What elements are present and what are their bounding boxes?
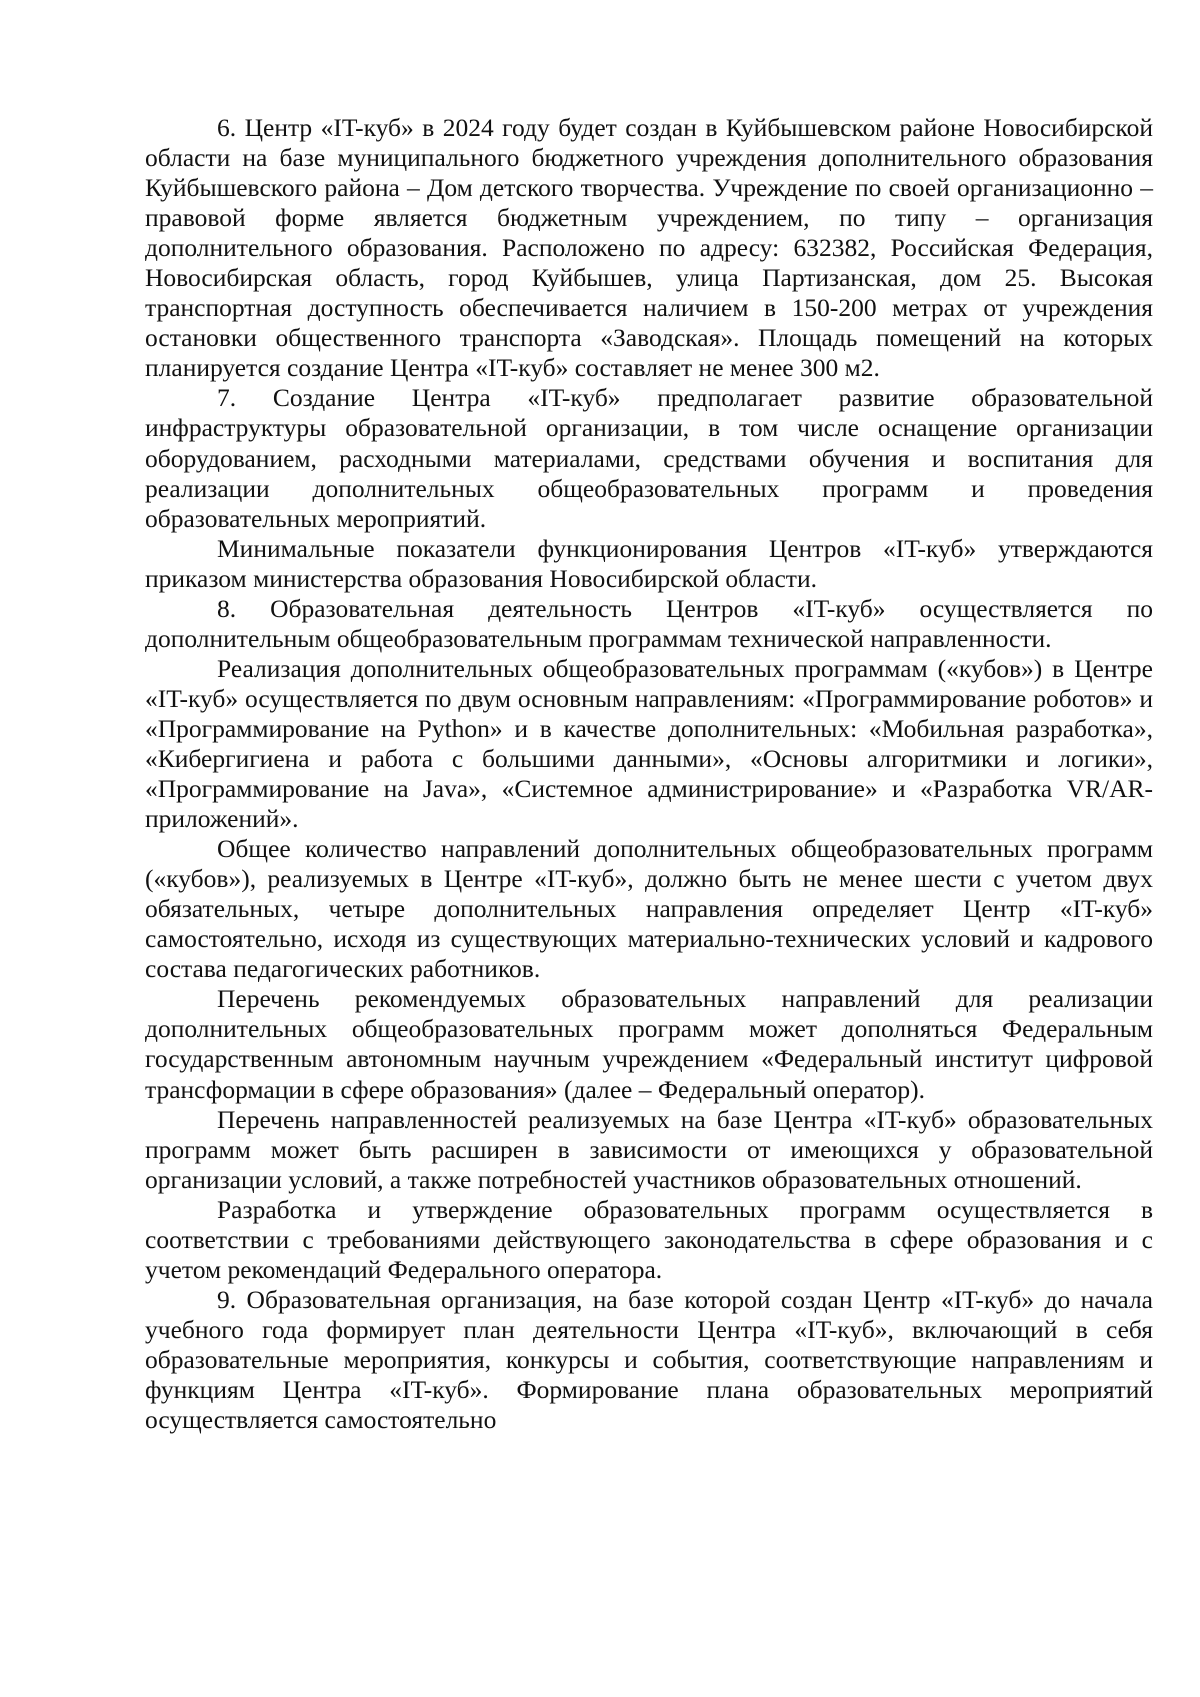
paragraph-7-minimal-indicators: Минимальные показатели функционирования Центров «IT-куб» утверждаются приказом министерства образования Новосибирской области. (145, 533, 1153, 593)
document-page (145, 113, 1153, 1435)
paragraph-8-total-directions: Общее количество направлений дополнительных общеобразовательных программ («кубов»), реализуемых в Центре «IT-куб», должно быть не менее шести с учетом двух обязательных, четыре дополнительных направления определяет Центр «IT-куб» самостоятельно, исходя из существующих материально-технических условий и кадрового состава педагогических работников. (145, 834, 1153, 984)
paragraph-8-program-development: Разработка и утверждение образовательных программ осуществляется в соответствии с требованиями действующего законодательства в сфере образования и с учетом рекомендаций Федерального оператора. (145, 1194, 1153, 1284)
paragraph-9: 9. Образовательная организация, на базе которой создан Центр «IT-куб» до начала учебного года формирует план деятельности Центра «IT-куб», включающий в себя образовательные мероприятия, конкурсы и события, соответствующие направлениям и функциям Центра «IT-куб». Формирование плана образовательных мероприятий осуществляется самостоятельно (145, 1284, 1153, 1435)
paragraph-7: 7. Создание Центра «IT-куб» предполагает развитие образовательной инфраструктуры образовательной организации, в том числе оснащение организации оборудованием, расходными материалами, средствами обучения и воспитания для реализации дополнительных общеобразовательных программ и проведения образовательных мероприятий. (145, 383, 1153, 533)
paragraph-8-recommended-list: Перечень рекомендуемых образовательных направлений для реализации дополнительных общеобразовательных программ может дополняться Федеральным государственным автономным научным учреждением «Федеральный институт цифровой трансформации в сфере образования» (далее – Федеральный оператор). (145, 984, 1153, 1104)
paragraph-8: 8. Образовательная деятельность Центров «IT-куб» осуществляется по дополнительным общеобразовательным программам технической направленности. (145, 593, 1153, 653)
paragraph-8-orientations-list: Перечень направленностей реализуемых на базе Центра «IT-куб» образовательных программ может быть расширен в зависимости от имеющихся у образовательной организации условий, а также потребностей участников образовательных отношений. (145, 1104, 1153, 1194)
paragraph-8-directions: Реализация дополнительных общеобразовательных программам («кубов») в Центре «IT-куб» осуществляется по двум основным направлениям: «Программирование роботов» и «Программирование на Python» и в качестве дополнительных: «Мобильная разработка», «Кибергигиена и работа с большими данными», «Основы алгоритмики и логики», «Программирование на Java», «Системное администрирование» и «Разработка VR/AR-приложений». (145, 653, 1153, 834)
paragraph-6: 6. Центр «IT-куб» в 2024 году будет создан в Куйбышевском районе Новосибирской области на базе муниципального бюджетного учреждения дополнительного образования Куйбышевского района – Дом детского творчества. Учреждение по своей организационно – правовой форме является бюджетным учреждением, по типу – организация дополнительного образования. Расположено по адресу: 632382, Российская Федерация, Новосибирская область, город Куйбышев, улица Партизанская, дом 25. Высокая транспортная доступность обеспечивается наличием в 150-200 метрах от учреждения остановки общественного транспорта «Заводская». Площадь помещений на которых планируется создание Центра «IT-куб» составляет не менее 300 м2. (145, 113, 1153, 383)
